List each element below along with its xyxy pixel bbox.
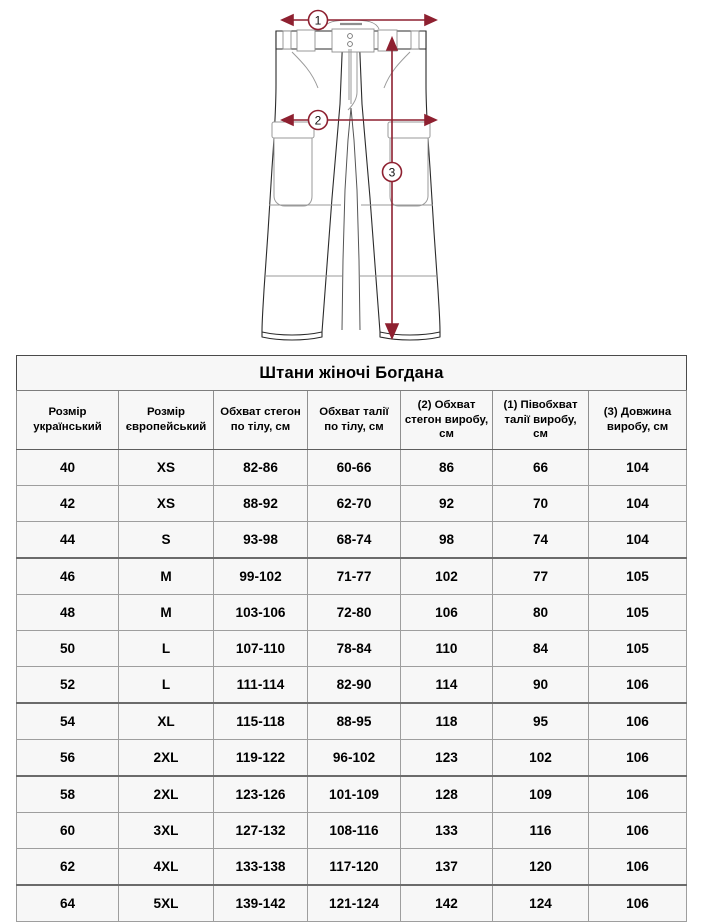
measure-badge-2-label: 2	[314, 113, 322, 128]
table-cell-r1-c4: 92	[401, 486, 493, 522]
table-cell-r11-c1: 4XL	[119, 849, 214, 886]
table-cell-r6-c5: 90	[493, 667, 589, 704]
table-cell-r4-c6: 105	[589, 595, 687, 631]
table-cell-r8-c5: 102	[493, 740, 589, 777]
table-cell-r12-c5: 124	[493, 885, 589, 922]
table-header-cell-4: (2) Обхват стегон виробу, см	[401, 391, 493, 450]
table-cell-r12-c0: 64	[17, 885, 119, 922]
table-cell-r5-c3: 78-84	[308, 631, 401, 667]
table-cell-r10-c1: 3XL	[119, 813, 214, 849]
table-cell-r7-c3: 88-95	[308, 703, 401, 740]
table-cell-r10-c0: 60	[17, 813, 119, 849]
table-cell-r1-c3: 62-70	[308, 486, 401, 522]
table-cell-r0-c1: XS	[119, 450, 214, 486]
table-cell-r9-c5: 109	[493, 776, 589, 813]
table-row	[17, 558, 687, 595]
table-cell-r12-c4: 142	[401, 885, 493, 922]
table-cell-r6-c3: 82-90	[308, 667, 401, 704]
table-cell-r6-c0: 52	[17, 667, 119, 704]
table-row	[17, 776, 687, 813]
table-cell-r8-c4: 123	[401, 740, 493, 777]
table-cell-r12-c2: 139-142	[214, 885, 308, 922]
waistband-centre-tab	[323, 20, 379, 29]
table-cell-r2-c4: 98	[401, 522, 493, 559]
table-cell-r12-c3: 121-124	[308, 885, 401, 922]
table-header-row	[17, 391, 687, 450]
table-cell-r1-c1: XS	[119, 486, 214, 522]
table-row	[17, 885, 687, 922]
table-cell-r2-c1: S	[119, 522, 214, 559]
table-cell-r11-c3: 117-120	[308, 849, 401, 886]
table-cell-r10-c3: 108-116	[308, 813, 401, 849]
table-cell-r5-c4: 110	[401, 631, 493, 667]
table-row	[17, 522, 687, 559]
table-cell-r4-c2: 103-106	[214, 595, 308, 631]
table-cell-r11-c2: 133-138	[214, 849, 308, 886]
table-cell-r5-c2: 107-110	[214, 631, 308, 667]
centre-seam	[342, 108, 360, 330]
table-header-cell-3: Обхват талії по тілу, см	[308, 391, 401, 450]
cargo-pocket-left	[272, 122, 314, 206]
table-row	[17, 740, 687, 777]
table-cell-r3-c5: 77	[493, 558, 589, 595]
table-cell-r6-c1: L	[119, 667, 214, 704]
table-row	[17, 631, 687, 667]
table-cell-r7-c2: 115-118	[214, 703, 308, 740]
table-cell-r7-c6: 106	[589, 703, 687, 740]
table-cell-r9-c2: 123-126	[214, 776, 308, 813]
table-cell-r9-c3: 101-109	[308, 776, 401, 813]
table-cell-r0-c0: 40	[17, 450, 119, 486]
table-cell-r3-c2: 99-102	[214, 558, 308, 595]
table-cell-r11-c4: 137	[401, 849, 493, 886]
table-cell-r4-c1: M	[119, 595, 214, 631]
table-cell-r10-c2: 127-132	[214, 813, 308, 849]
table-cell-r2-c5: 74	[493, 522, 589, 559]
table-cell-r12-c6: 106	[589, 885, 687, 922]
table-cell-r2-c2: 93-98	[214, 522, 308, 559]
table-header-cell-2: Обхват стегон по тілу, см	[214, 391, 308, 450]
table-cell-r3-c4: 102	[401, 558, 493, 595]
table-cell-r0-c3: 60-66	[308, 450, 401, 486]
table-cell-r10-c5: 116	[493, 813, 589, 849]
table-cell-r1-c6: 104	[589, 486, 687, 522]
measure-badge-3	[383, 163, 402, 182]
table-cell-r2-c6: 104	[589, 522, 687, 559]
table-cell-r8-c1: 2XL	[119, 740, 214, 777]
table-cell-r5-c1: L	[119, 631, 214, 667]
front-fly	[348, 49, 357, 110]
size-table	[16, 355, 687, 922]
size-table-container	[16, 355, 686, 922]
product-technical-drawing	[0, 0, 702, 348]
table-title: Штани жіночі Богдана	[17, 356, 687, 391]
table-cell-r8-c6: 106	[589, 740, 687, 777]
table-cell-r7-c1: XL	[119, 703, 214, 740]
table-row	[17, 813, 687, 849]
table-cell-r4-c3: 72-80	[308, 595, 401, 631]
measure-badge-1	[309, 11, 328, 30]
table-cell-r11-c6: 106	[589, 849, 687, 886]
table-cell-r11-c0: 62	[17, 849, 119, 886]
table-cell-r3-c1: M	[119, 558, 214, 595]
table-cell-r1-c5: 70	[493, 486, 589, 522]
table-cell-r6-c6: 106	[589, 667, 687, 704]
table-cell-r0-c5: 66	[493, 450, 589, 486]
table-cell-r1-c0: 42	[17, 486, 119, 522]
table-cell-r5-c0: 50	[17, 631, 119, 667]
table-cell-r4-c0: 48	[17, 595, 119, 631]
table-row	[17, 595, 687, 631]
table-cell-r3-c3: 71-77	[308, 558, 401, 595]
table-cell-r9-c4: 128	[401, 776, 493, 813]
table-cell-r0-c6: 104	[589, 450, 687, 486]
table-cell-r9-c6: 106	[589, 776, 687, 813]
table-cell-r10-c6: 106	[589, 813, 687, 849]
table-cell-r6-c4: 114	[401, 667, 493, 704]
measure-badge-1-label: 1	[314, 13, 322, 28]
table-cell-r0-c4: 86	[401, 450, 493, 486]
table-cell-r2-c0: 44	[17, 522, 119, 559]
table-row	[17, 849, 687, 886]
table-row	[17, 486, 687, 522]
table-cell-r9-c0: 58	[17, 776, 119, 813]
table-cell-r3-c6: 105	[589, 558, 687, 595]
table-cell-r5-c6: 105	[589, 631, 687, 667]
table-row	[17, 703, 687, 740]
table-header-cell-6: (3) Довжина виробу, см	[589, 391, 687, 450]
table-cell-r12-c1: 5XL	[119, 885, 214, 922]
table-header-cell-1: Розмір європейський	[119, 391, 214, 450]
table-cell-r7-c0: 54	[17, 703, 119, 740]
table-cell-r2-c3: 68-74	[308, 522, 401, 559]
table-cell-r6-c2: 111-114	[214, 667, 308, 704]
table-row	[17, 450, 687, 486]
table-title-row	[17, 356, 687, 391]
table-cell-r9-c1: 2XL	[119, 776, 214, 813]
table-cell-r10-c4: 133	[401, 813, 493, 849]
table-header-cell-5: (1) Півобхват талії виробу, см	[493, 391, 589, 450]
table-cell-r7-c4: 118	[401, 703, 493, 740]
measure-badge-3-label: 3	[388, 165, 396, 180]
table-row	[17, 667, 687, 704]
table-cell-r0-c2: 82-86	[214, 450, 308, 486]
table-cell-r11-c5: 120	[493, 849, 589, 886]
measure-badge-2	[309, 111, 328, 130]
table-cell-r1-c2: 88-92	[214, 486, 308, 522]
table-header-cell-0: Розмір український	[17, 391, 119, 450]
table-cell-r4-c4: 106	[401, 595, 493, 631]
table-cell-r3-c0: 46	[17, 558, 119, 595]
table-cell-r4-c5: 80	[493, 595, 589, 631]
trousers-line-drawing-svg	[0, 0, 702, 348]
table-cell-r5-c5: 84	[493, 631, 589, 667]
table-cell-r8-c0: 56	[17, 740, 119, 777]
table-cell-r8-c2: 119-122	[214, 740, 308, 777]
table-cell-r7-c5: 95	[493, 703, 589, 740]
table-cell-r8-c3: 96-102	[308, 740, 401, 777]
